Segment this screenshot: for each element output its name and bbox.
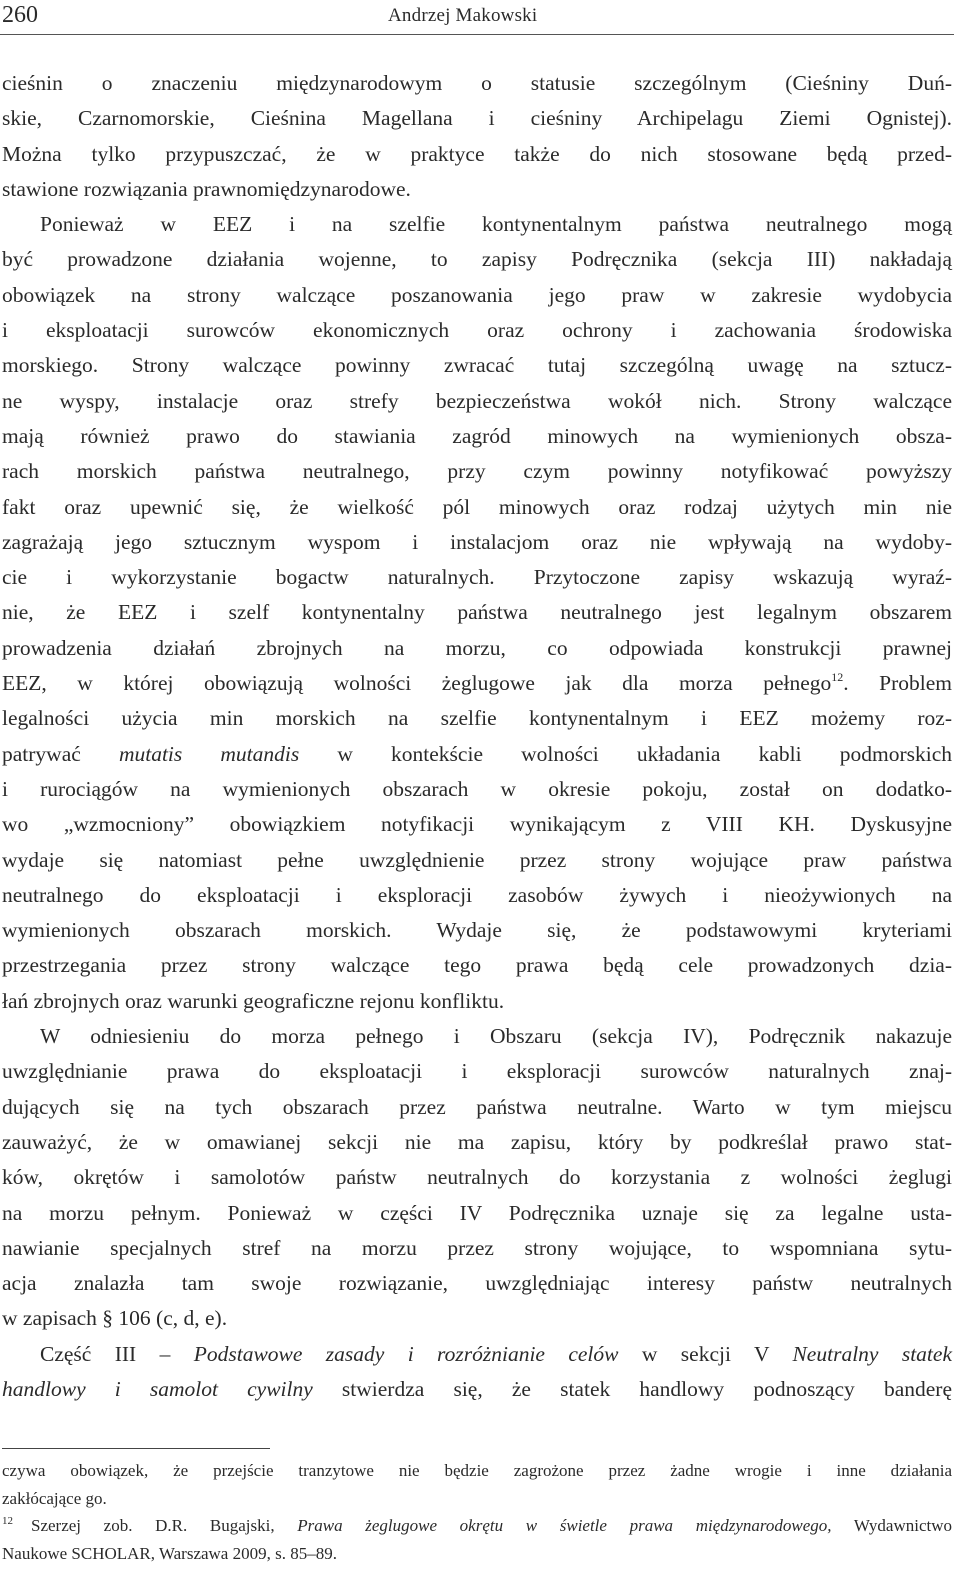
header-rule	[0, 34, 954, 35]
text-line: morskiego. Strony walczące powinny zwracać tutaj szczególną uwagę na sztucz-	[2, 353, 952, 378]
text-line: wydaje się natomiast pełne uwzględnienie przez strony wojujące praw państwa	[2, 847, 952, 872]
text-line: zauważyć, że w omawianej sekcji nie ma zapisu, który by podkreślał prawo stat-	[2, 1129, 952, 1154]
text-line: zagrażają jego sztucznym wyspom i instalacjom oraz nie wpływają na wydoby-	[2, 529, 952, 554]
text-line: wo „wzmocniony” obowiązkiem notyfikacji wynikającym z VIII KH. Dyskusyjne	[2, 812, 952, 837]
text-line: na morzu pełnym. Ponieważ w części IV Podręcznika uznaje się za legalne usta-	[2, 1200, 952, 1225]
text-line	[2, 1372, 952, 1407]
running-head-author: Andrzej Makowski	[388, 5, 538, 26]
text-line: fakt oraz upewnić się, że wielkość pól minowych oraz rodzaj użytych min nie	[2, 494, 952, 519]
text-segment: Szerzej zob. D.R. Bugajski,	[31, 1516, 298, 1535]
italic-phrase: Neutralny statek	[792, 1341, 952, 1366]
text-line: nawianie specjalnych stref na morzu przez strony wojujące, to wspomniana sytu-	[2, 1235, 952, 1260]
footnote-line: czywa obowiązek, że przejście tranzytowe nie będzie zagrożone przez żadne wrogie i inne działania	[2, 1461, 952, 1480]
text-line: być prowadzone działania wojenne, to zapisy Podręcznika (sekcja III) nakładają	[2, 247, 952, 272]
text-segment: w sekcji V	[618, 1341, 793, 1366]
text-line: nie, że EEZ i szelf kontynentalny państwa neutralnego jest legalnym obszarem	[2, 600, 952, 625]
text-line: rach morskich państwa neutralnego, przy czym powinny notyfikować powyższy	[2, 459, 952, 484]
text-line: legalności użycia min morskich na szelfie kontynentalnym i EEZ możemy roz-	[2, 706, 952, 731]
footnotes	[2, 1457, 952, 1567]
paragraph-start: Ponieważ w EEZ i na szelfie kontynentalnym państwa neutralnego mogą	[40, 212, 952, 237]
text-line: ków, okrętów i samolotów państw neutralnych do korzystania z wolności żeglugi	[2, 1165, 952, 1190]
text-line: obowiązek na strony walczące poszanowania jego praw w zakresie wydobycia	[2, 282, 952, 307]
text-line: prowadzenia działań zbrojnych na morzu, co odpowiada konstrukcji prawnej	[2, 635, 952, 660]
text-segment: Część III –	[40, 1341, 194, 1366]
text-line: przestrzegania przez strony walczące tego prawa będą cele prowadzonych dzia-	[2, 953, 952, 978]
text-line: skie, Czarnomorskie, Cieśnina Magellana i cieśniny Archipelagu Ziemi Ognistej).	[2, 106, 952, 131]
text-line: neutralnego do eksploatacji i eksploracji zasobów żywych i nieożywionych na	[2, 882, 952, 907]
footnote-12	[2, 1512, 952, 1540]
text-line	[2, 666, 952, 701]
text-line: w zapisach § 106 (c, d, e).	[2, 1306, 228, 1331]
footnote-line: zakłócające go.	[2, 1488, 107, 1508]
text-segment: Wydawnictwo	[831, 1516, 953, 1535]
italic-title: Prawa żeglugowe okrętu w świetle prawa międzynarodowego,	[297, 1516, 832, 1535]
text-line	[2, 737, 952, 772]
page-header	[0, 0, 954, 34]
body-text	[2, 66, 952, 1407]
text-segment: patrywać	[2, 741, 119, 766]
footnote-separator	[2, 1448, 270, 1449]
text-segment: EEZ, w której obowiązują wolności żeglugowe jak dla morza pełnego	[2, 671, 832, 696]
text-line: acja znalazła tam swoje rozwiązanie, uwzględniając interesy państw neutralnych	[2, 1271, 952, 1296]
text-segment: w kontekście wolności układania kabli podmorskich	[299, 741, 952, 766]
text-line: cieśnin o znaczeniu międzynarodowym o statusie szczególnym (Cieśniny Duń-	[2, 71, 952, 95]
italic-phrase: handlowy i samolot cywilny	[2, 1376, 313, 1401]
text-line: stawione rozwiązania prawnomiędzynarodowe.	[2, 176, 411, 201]
text-line: cie i wykorzystanie bogactw naturalnych. Przytoczone zapisy wskazują wyraź-	[2, 565, 952, 590]
text-line: łań zbrojnych oraz warunki geograficzne rejonu konfliktu.	[2, 988, 505, 1013]
italic-phrase: Podstawowe zasady i rozróżnianie celów	[193, 1341, 619, 1366]
text-line: mają również prawo do stawiania zagród minowych na wymienionych obsza-	[2, 423, 952, 448]
text-line: ne wyspy, instalacje oraz strefy bezpieczeństwa wokół nich. Strony walczące	[2, 388, 952, 413]
footnote-line: Naukowe SCHOLAR, Warszawa 2009, s. 85–89.	[2, 1543, 337, 1563]
text-line: dujących się na tych obszarach przez państwa neutralne. Warto w tym miejscu	[2, 1094, 952, 1119]
paragraph-start	[2, 1337, 952, 1372]
page-number: 260	[2, 2, 38, 28]
text-segment: . Problem	[843, 671, 952, 696]
text-segment: stwierdza się, że statek handlowy podnoszący banderę	[312, 1376, 952, 1401]
italic-phrase: mutatis mutandis	[118, 741, 300, 766]
text-line: uwzględnianie prawa do eksploatacji i eksploracji surowców naturalnych znaj-	[2, 1059, 952, 1084]
text-line: i rurociągów na wymienionych obszarach w okresie pokoju, został on dodatko-	[2, 776, 952, 801]
text-line: Można tylko przypuszczać, że w praktyce także do nich stosowane będą przed-	[2, 141, 952, 166]
footnote-number: 12	[2, 1515, 13, 1527]
text-line: wymienionych obszarach morskich. Wydaje się, że podstawowymi kryteriami	[2, 918, 952, 943]
text-line: i eksploatacji surowców ekonomicznych oraz ochrony i zachowania środowiska	[2, 318, 952, 343]
footnote-reference[interactable]: 12	[831, 670, 844, 685]
paragraph-start: W odniesieniu do morza pełnego i Obszaru (sekcja IV), Podręcznik nakazuje	[40, 1024, 952, 1049]
